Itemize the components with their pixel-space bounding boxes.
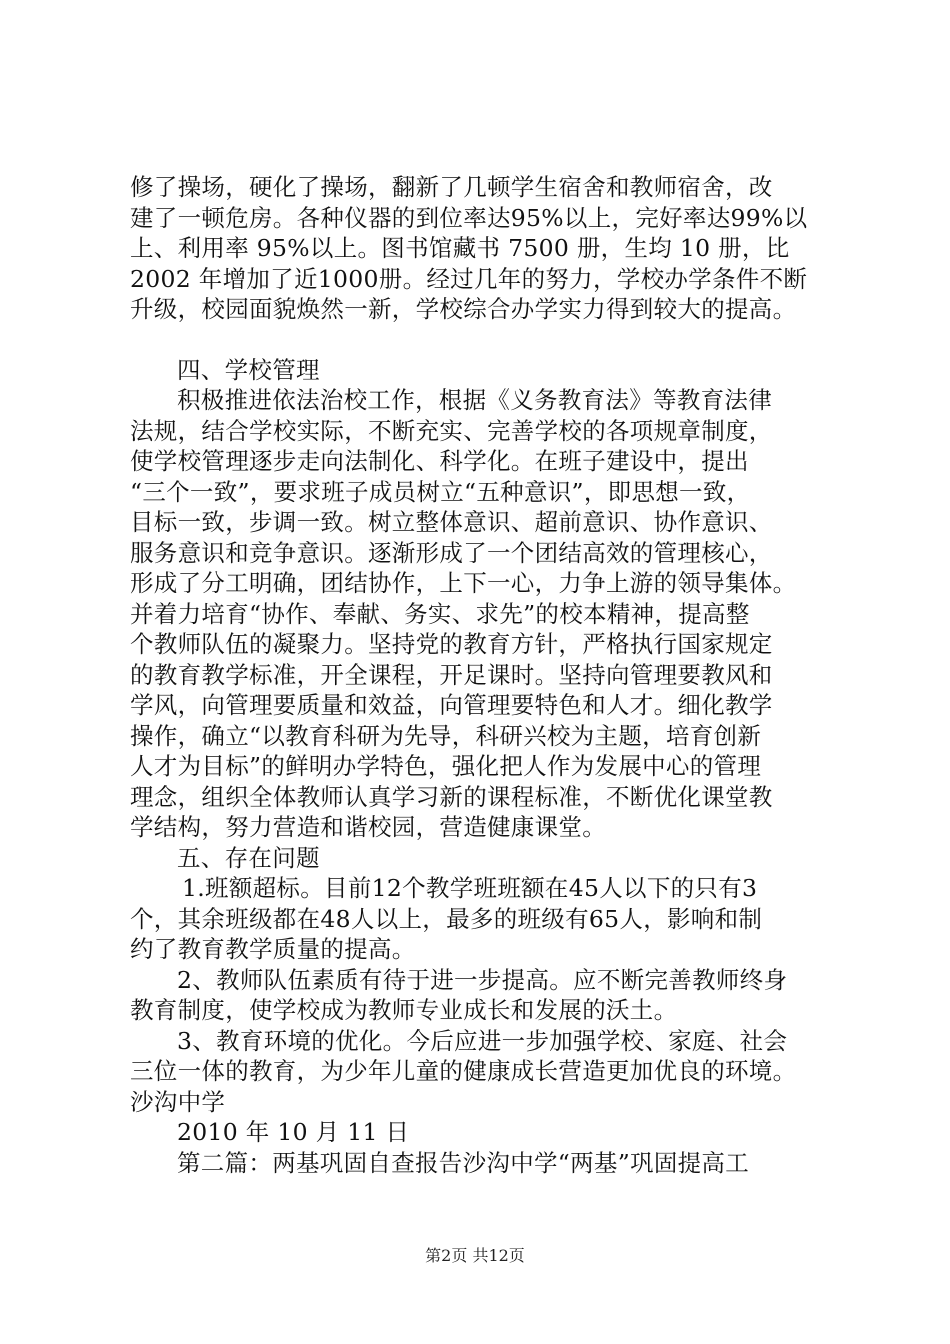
page-number-footer: 第2页 共12页: [425, 1246, 525, 1265]
paragraph-facilities: 修了操场，硬化了操场，翻新了几顿学生宿舍和教师宿舍，改 建了一顿危房。各种仪器的到位率达95%以上，完好率达99%以 上、利用率 95%以上。图书馆藏书 7500 册，生均 10 册，比 2002 年增加了近1000册。经过几年的努力，学校办学条件不断 升级，校园面貌焕然一新，学校综合办学实力得到较大的提高。: [130, 173, 808, 323]
paragraph-problem-1: 1.班额超标。目前12个教学班班额在45人以下的只有3 个，其余班级都在48人以上，最多的班级有65人，影响和制 约了教育教学质量的提高。: [130, 874, 763, 963]
paragraph-next-chapter: 第二篇：两基巩固自查报告沙沟中学“两基”巩固提高工: [177, 1148, 750, 1177]
document-body: [130, 172, 850, 1178]
heading-existing-problems: 五、存在问题: [177, 843, 320, 872]
signature-date: 2010 年 10 月 11 日: [177, 1118, 410, 1146]
heading-school-management: 四、学校管理: [177, 355, 320, 384]
paragraph-problem-3: 3、教育环境的优化。今后应进一步加强学校、家庭、社会 三位一体的教育，为少年儿童的健康成长营造更加优良的环境。: [130, 1026, 797, 1085]
paragraph-school-management: 积极推进依法治校工作，根据《义务教育法》等教育法律 法规，结合学校实际，不断充实、完善学校的各项规章制度， 使学校管理逐步走向法制化、科学化。在班子建设中，提出 “三个一致”，要求班子成员树立“五种意识”，即思想一致， 目标一致，步调一致。树立整体意识、超前意识、协作意识、 服务意识和竞争意识。逐渐形成了一个团结高效的管理核心， 形成了分工明确，团结协作，上下一心，力争上游的领导集体。 并着力培育“协作、奉献、务实、求先”的校本精神，提高整 个教师队伍的凝聚力。坚持党的教育方针，严格执行国家规定 的教育教学标准，开全课程，开足课时。坚持向管理要教风和 学风，向管理要质量和效益，向管理要特色和人才。细化教学 操作，确立“以教育科研为先导，科研兴校为主题，培育创新 人才为目标”的鲜明办学特色，强化把人作为发展中心的管理 理念，组织全体教师认真学习新的课程标准，不断优化课堂教 学结构，努力营造和谐校园，营造健康课堂。: [130, 386, 797, 841]
signature-school-name: 沙沟中学: [130, 1087, 226, 1116]
paragraph-problem-2: 2、教师队伍素质有待于进一步提高。应不断完善教师终身 教育制度，使学校成为教师专业成长和发展的沃土。: [130, 965, 788, 1024]
